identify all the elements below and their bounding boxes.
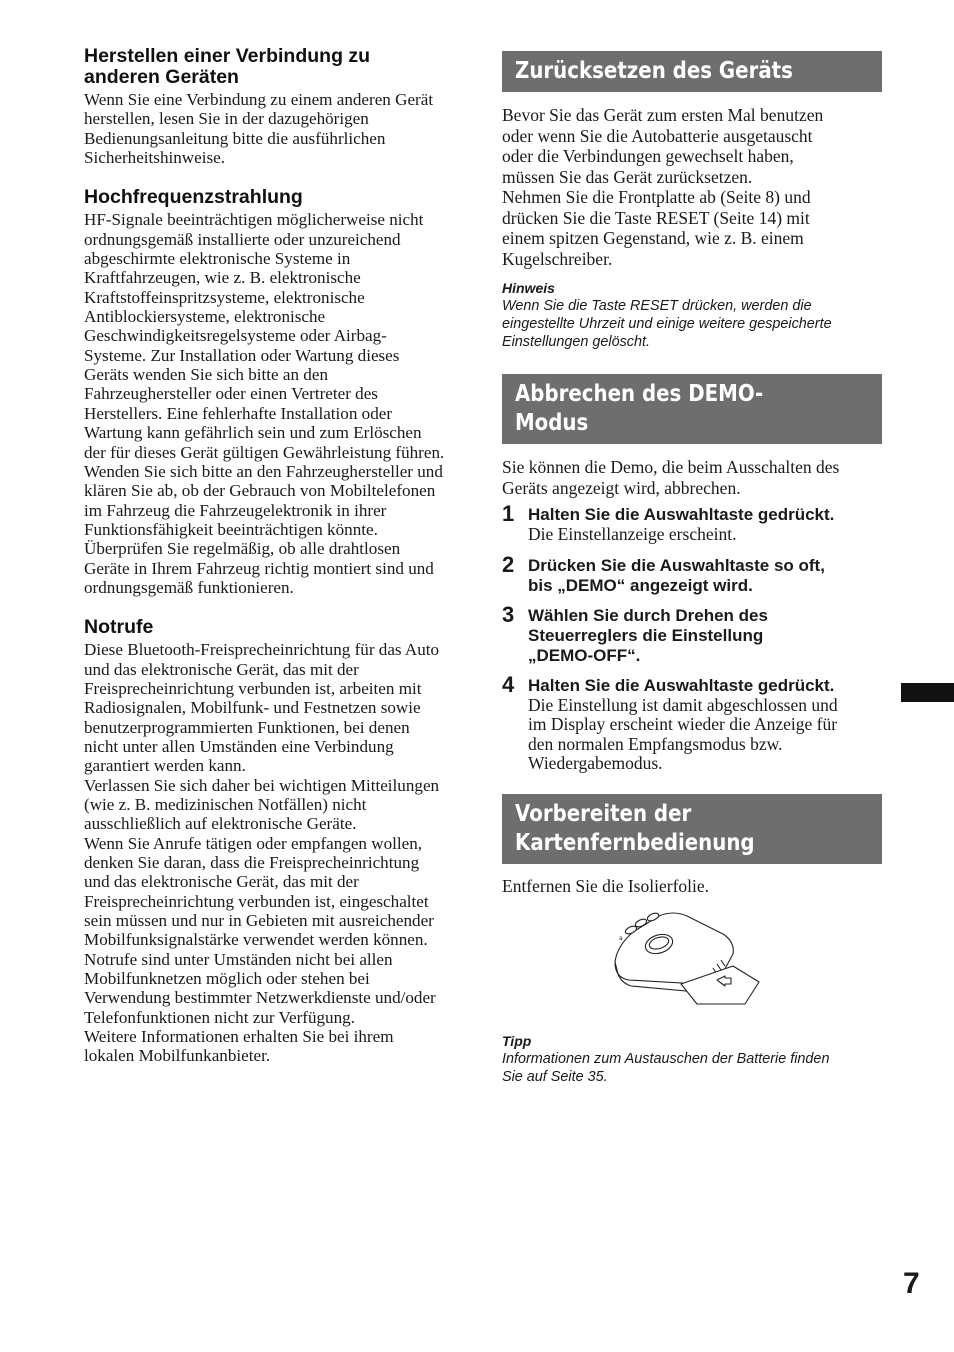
section-tab-marker xyxy=(901,683,954,702)
section-heading-emergency: Notrufe xyxy=(84,616,154,639)
section-banner-demo xyxy=(502,374,882,444)
section-banner-remote xyxy=(502,794,882,864)
right-column xyxy=(502,51,882,1086)
step-number: 3 xyxy=(502,601,515,627)
left-column xyxy=(84,46,466,1066)
remote-text: Entfernen Sie die Isolierfolie. xyxy=(502,875,710,896)
step-description: Die Einstellanzeige erscheint. xyxy=(528,524,737,544)
tip-label: Tipp xyxy=(502,1033,532,1050)
step-number: 2 xyxy=(502,551,515,577)
banner-title-reset: Zurücksetzen des Geräts xyxy=(515,58,793,84)
step-2 xyxy=(502,551,882,596)
section-banner-reset xyxy=(502,51,882,92)
banner-title-remote: Vorbereiten der Kartenfernbedienung xyxy=(515,800,755,856)
step-3 xyxy=(502,601,882,666)
step-title: Halten Sie die Auswahltaste gedrückt. xyxy=(528,505,835,524)
section-text-emergency: Diese Bluetooth-Freisprecheinrichtung für das Auto und das elektronische Gerät, das mit der Freisprecheinrichtung verbunden ist, arbeiten mit Radiosignalen, Mobilfunk- und Festnetzen sowie benutzerprogrammierten Funktionen, bei denen nicht unter allen Umständen eine Verbindung garantiert werden kann. Verlassen Sie sich daher bei wichtigen Mitteilungen (wie z. B. medizinischen Notfällen) nicht ausschließlich auf elektronische Geräte. Wenn Sie Anrufe tätigen oder empfangen wollen, denken Sie daran, dass die Freisprecheinrichtung und das elektronische Gerät, das mit der Freisprecheinrichtung verbunden ist, eingeschaltet sein müssen und nur in Gebieten mit ausreichender Mobilfunksignalstärke verwendet werden können. Notrufe sind unter Umständen nicht bei allen Mobilfunknetzen möglich oder stehen bei Verwendung bestimmter Netzwerkdienste und/oder Telefonfunktionen nicht zur Verfügung. Weitere Informationen erhalten Sie bei ihrem lokalen Mobilfunkanbieter. xyxy=(84,640,440,1066)
page-number: 7 xyxy=(903,1267,920,1300)
tip-text: Informationen zum Austauschen der Batterie finden Sie auf Seite 35. xyxy=(502,1051,830,1086)
section-text-connection: Wenn Sie eine Verbindung zu einem anderen Gerät herstellen, lesen Sie in der dazugehörigen Bedienungsanleitung bitte die ausführlichen Sicherheitshinweise. xyxy=(84,90,434,168)
card-remote-illustration xyxy=(613,910,763,1010)
section-heading-rf: Hochfrequenzstrahlung xyxy=(84,186,303,209)
svg-text:a: a xyxy=(619,935,623,943)
reset-text: Bevor Sie das Gerät zum ersten Mal benutzen oder wenn Sie die Autobatterie ausgetauscht oder die Verbindungen gewechselt haben, müssen Sie das Gerät zurücksetzen. Nehmen Sie die Frontplatte ab (Seite 8) und drücken Sie die Taste RESET (Seite 14) mit einem spitzen Gegenstand, wie z. B. einem Kugelschreiber. xyxy=(502,105,824,269)
step-title: Halten Sie die Auswahltaste gedrückt. xyxy=(528,675,835,695)
step-description: Die Einstellung ist damit abgeschlossen und im Display erscheint wieder die Anzeige für den normalen Empfangsmodus bzw. Wiedergabemodus. xyxy=(528,694,838,774)
step-title: Drücken Sie die Auswahltaste so oft, bis „DEMO“ angezeigt wird. xyxy=(528,555,825,595)
step-title: Wählen Sie durch Drehen des Steuerreglers die Einstellung „DEMO-OFF“. xyxy=(528,605,768,665)
step-number: 4 xyxy=(502,671,515,697)
section-text-rf: HF-Signale beeinträchtigen möglicherweise nicht ordnungsgemäß installierte oder unzureichend abgeschirmte elektronische Systeme in Kraftfahrzeugen, wie z. B. elektronische Kraftstoffeinspritzsysteme, elektronische Antiblockiersysteme, elektronische Geschwindigkeitsregelsysteme oder Airbag- Systeme. Zur Installation oder Wartung dieses Geräts wenden Sie sich bitte an den Fahrzeughersteller oder einen Vertreter des Herstellers. Eine fehlerhafte Installation oder Wartung kann gefährlich sein und zum Erlöschen der für dieses Gerät gültigen Gewährleistung führen. Wenden Sie sich bitte an den Fahrzeughersteller und klären Sie ab, ob der Gebrauch von Mobiltelefonen im Fahrzeug die Fahrzeugelektronik in ihrer Funktionsfähigkeit beeinträchtigen könnte. Überprüfen Sie regelmäßig, ob alle drahtlosen Geräte in Ihrem Fahrzeug richtig montiert sind und ordnungsgemäß funktionieren. xyxy=(84,210,445,597)
note-label: Hinweis xyxy=(502,280,555,296)
step-number: 1 xyxy=(502,501,515,526)
section-heading-connection: Herstellen einer Verbindung zu anderen Geräten xyxy=(84,45,371,88)
step-4 xyxy=(502,671,882,774)
demo-intro: Sie können die Demo, die beim Ausschalten des Geräts angezeigt wird, abbrechen. xyxy=(502,457,840,498)
banner-title-demo: Abbrechen des DEMO-Modus xyxy=(515,381,764,436)
note-text: Wenn Sie die Taste RESET drücken, werden die eingestellte Uhrzeit und einige weitere gespeicherte Einstellungen gelöscht. xyxy=(502,298,832,350)
step-1 xyxy=(502,501,882,545)
